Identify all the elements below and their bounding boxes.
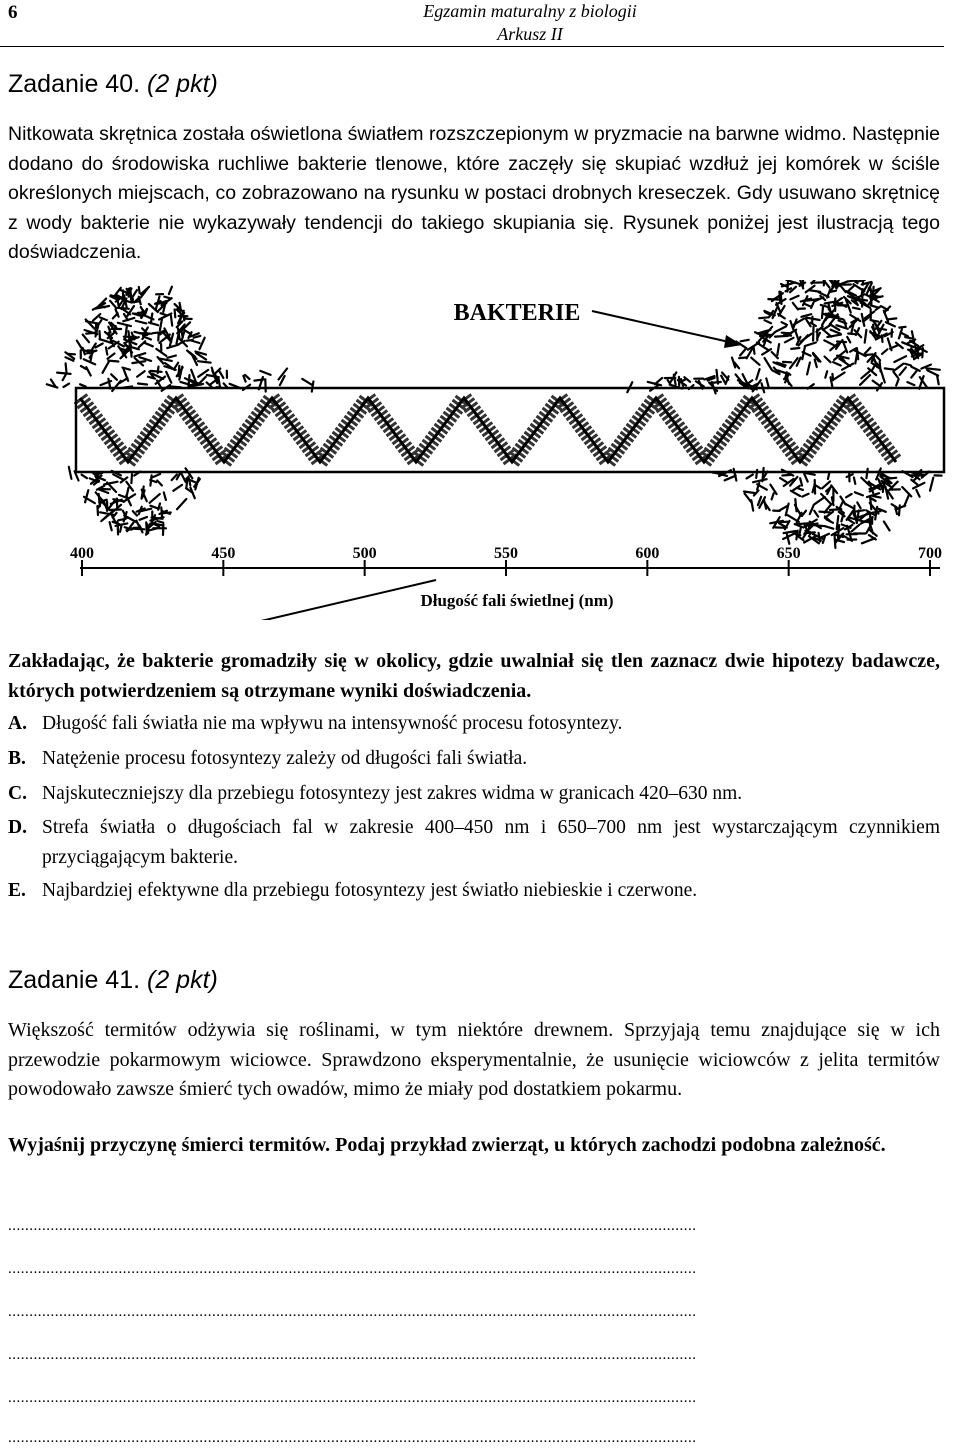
bacterium xyxy=(762,468,763,481)
bacterium xyxy=(198,361,211,362)
bacterium xyxy=(741,340,749,342)
option-a-text: Długość fali światła nie ma wpływu na intensywność procesu fotosyntezy. xyxy=(42,713,623,734)
bacterium xyxy=(169,287,172,294)
bacterium xyxy=(888,318,896,319)
option-a-letter: A. xyxy=(8,713,27,734)
bacterium xyxy=(907,382,914,385)
bacterium xyxy=(804,474,808,482)
bacterium xyxy=(911,370,917,378)
bacterium xyxy=(833,362,841,365)
bacterium xyxy=(721,376,725,383)
bacterium xyxy=(260,371,270,375)
bacterium xyxy=(870,498,871,509)
exam-title-line1: Egzamin maturalny z biologii xyxy=(423,1,637,21)
option-c-text: Najskuteczniejszy dla przebiegu fotosyntezy jest zakres widma w granicach 420–630 nm. xyxy=(42,783,743,804)
bacterium xyxy=(862,538,875,543)
bacterium xyxy=(140,517,147,520)
bacterium xyxy=(218,377,220,387)
bacterium xyxy=(857,348,858,359)
bacterium xyxy=(80,384,86,386)
bacterium xyxy=(904,494,909,506)
bacterium xyxy=(302,379,311,385)
answer-line[interactable]: .................................................................................................................................................................. xyxy=(8,1261,697,1277)
bacterium xyxy=(782,322,787,325)
bacterium xyxy=(764,500,766,509)
axis-tick-label: 700 xyxy=(918,545,942,562)
bacterium xyxy=(793,319,796,327)
bacterium xyxy=(745,494,752,502)
bacterium xyxy=(815,360,817,368)
bacterium xyxy=(815,497,825,504)
bacterium xyxy=(182,331,183,338)
bacterium xyxy=(824,340,836,346)
bacterium xyxy=(739,357,747,358)
bacterium xyxy=(809,290,820,292)
bacterium xyxy=(886,322,895,326)
bacterium xyxy=(822,481,830,488)
bacterium xyxy=(785,338,794,343)
bacterium xyxy=(151,474,160,478)
bacterium xyxy=(183,313,184,320)
axis-tick-label: 550 xyxy=(494,545,518,562)
option-e[interactable] xyxy=(8,876,940,906)
bacterium xyxy=(857,502,860,508)
task41-intro: Większość termitów odżywia się roślinami, w tym niektóre drewnem. Sprzyjają temu znajdujące się w ich przewodzie pokarmowym wiciowce. Sprawdzono eksperymentalnie, że usunięcie wiciowców z jelita termitów powodowało zawsze śmierć tych owadów, mimo że miały pod dostatkiem pokarmu. xyxy=(8,1019,940,1100)
arrow-right xyxy=(592,311,738,344)
bacterium xyxy=(825,526,834,529)
bacterium xyxy=(88,350,96,351)
bacterium xyxy=(896,379,898,385)
bacterium xyxy=(132,361,145,363)
bacterium xyxy=(854,478,855,484)
bacterium xyxy=(900,367,906,375)
bacterium xyxy=(905,364,911,366)
bacterium xyxy=(103,361,110,373)
bacterium xyxy=(84,359,96,364)
page-header xyxy=(0,0,944,47)
bacterium xyxy=(847,337,850,343)
answer-line[interactable]: .................................................................................................................................................................. xyxy=(8,1218,697,1234)
answer-line[interactable]: .................................................................................................................................................................. xyxy=(8,1347,697,1363)
task40-number: Zadanie 40. xyxy=(8,70,141,98)
bacterium xyxy=(930,478,933,491)
bacterium xyxy=(134,353,145,356)
exam-title-line2: Arkusz II xyxy=(497,24,563,44)
bacterium xyxy=(846,494,852,497)
bacterium xyxy=(814,511,818,517)
bacterium xyxy=(926,368,940,370)
bacterium xyxy=(848,286,854,291)
bacterium xyxy=(717,370,719,384)
bacterium xyxy=(108,354,115,359)
bacterium xyxy=(791,491,800,496)
bacterium xyxy=(69,467,72,479)
bacterium xyxy=(821,305,828,307)
bacterium xyxy=(797,488,803,490)
bacterium xyxy=(882,349,887,354)
bacterium xyxy=(866,354,873,355)
answer-line[interactable]: .................................................................................................................................................................. xyxy=(8,1390,697,1406)
bacterium xyxy=(756,369,759,379)
bacterium xyxy=(911,367,920,371)
bacterium xyxy=(83,335,89,343)
option-d[interactable] xyxy=(8,813,940,872)
bacterium xyxy=(111,374,117,380)
bacterium xyxy=(136,321,147,324)
bacterium xyxy=(865,330,867,343)
bacterium xyxy=(137,371,145,377)
bacterium xyxy=(776,326,786,331)
bacterium xyxy=(139,287,140,293)
bacterium xyxy=(811,301,814,308)
option-a[interactable] xyxy=(8,709,940,739)
spirogyra-diagram xyxy=(0,280,960,620)
task40-title xyxy=(8,70,218,99)
bacterium xyxy=(171,316,172,326)
bacterium xyxy=(801,334,812,342)
bacterium xyxy=(834,373,844,380)
bacterium xyxy=(805,304,811,307)
task41-title xyxy=(8,966,218,995)
axis-tick-label: 600 xyxy=(635,545,660,562)
bacterium xyxy=(780,478,786,482)
bacterium xyxy=(131,474,132,483)
bacterium xyxy=(822,306,823,318)
bacterium xyxy=(894,364,904,371)
bacterium xyxy=(77,341,82,349)
bacterium xyxy=(899,327,905,328)
bacterium xyxy=(881,369,885,382)
bacterium xyxy=(167,356,176,358)
bacterium xyxy=(875,355,880,361)
bacterium xyxy=(759,317,768,318)
bacterium xyxy=(793,303,798,310)
bacterium xyxy=(806,473,815,475)
bacterium xyxy=(871,305,878,307)
bacterium xyxy=(753,479,767,482)
arrow-right-head xyxy=(724,335,742,348)
arrow-left xyxy=(214,580,436,620)
bacterium xyxy=(885,368,893,369)
bacterium xyxy=(751,358,759,365)
bacterium xyxy=(810,505,814,514)
bacterium xyxy=(884,522,890,531)
bacterium xyxy=(740,349,746,356)
bacterium xyxy=(802,494,808,497)
option-b-text: Natężenie procesu fotosyntezy zależy od długości fali światła. xyxy=(42,748,528,769)
bacterium xyxy=(937,376,939,385)
bacterium xyxy=(64,384,70,387)
bacterium xyxy=(118,323,131,326)
bacterium xyxy=(835,535,836,548)
bacterium xyxy=(800,478,802,485)
bacterium xyxy=(110,522,112,530)
axis-ticks xyxy=(70,545,942,576)
bacterium xyxy=(777,344,779,355)
option-b-letter: B. xyxy=(8,748,26,769)
bacterium xyxy=(167,345,178,348)
bacterium xyxy=(139,525,142,532)
bacterium xyxy=(801,314,811,317)
bacterium xyxy=(139,507,142,514)
bacterium xyxy=(312,382,314,392)
bacterium xyxy=(245,375,250,379)
bacterium xyxy=(194,336,201,338)
bacterium xyxy=(57,373,71,374)
bacterium xyxy=(795,330,798,339)
bacterium xyxy=(86,367,90,375)
axis-tick-label: 400 xyxy=(70,545,94,562)
bacterium xyxy=(150,494,160,503)
bacterium xyxy=(787,533,790,544)
option-d-text: Strefa światła o długościach fal w zakresie 400–450 nm i 650–700 nm jest wystarczającym czynnikiem przyciągającym bakterie. xyxy=(42,817,940,868)
bacterium xyxy=(173,485,182,491)
task40-points: (2 pkt) xyxy=(147,70,218,98)
task41-number: Zadanie 41. xyxy=(8,966,141,994)
bacterium xyxy=(847,474,853,477)
bacterium xyxy=(782,475,790,476)
bacterium xyxy=(867,527,870,533)
option-c-letter: C. xyxy=(8,783,27,804)
bacterium xyxy=(181,472,186,482)
bacterium xyxy=(899,329,902,338)
page-number: 6 xyxy=(8,2,18,23)
bacterium xyxy=(787,281,788,292)
chloroplast-spiral xyxy=(80,398,896,462)
bacterium xyxy=(166,372,171,383)
bacterium xyxy=(805,343,816,347)
task40-question: Zakładając, że bakterie gromadziły się w okolicy, gdzie uwalniał się tlen zaznacz dwie hipotezy badawcze, których potwierdzeniem są otrzymane wyniki doświadczenia. xyxy=(8,650,940,702)
bacterium xyxy=(795,499,796,511)
bacterium xyxy=(147,524,148,533)
bacterium xyxy=(120,525,122,532)
bacterium xyxy=(866,469,867,479)
axis-tick-label: 450 xyxy=(211,545,236,562)
bacterium xyxy=(139,341,146,347)
axis-tick-label: 650 xyxy=(776,545,801,562)
task41-points: (2 pkt) xyxy=(147,966,218,994)
option-e-text: Najbardziej efektywne dla przebiegu fotosyntezy jest światło niebieskie i czerwone. xyxy=(42,880,698,901)
task40-intro: Nitkowata skrętnica została oświetlona światłem rozszczepionym w pryzmacie na barwne widmo. Następnie dodano do środowiska ruchliwe bakterie tlenowe, które zaczęły się skupiać wzdłuż jej komórek w ściśle określonych miejscach, co zobrazowano na rysunku w postaci drobnych kreseczek. Gdy usuwano skrętnicę z wody bakterie nie wykazywały tendencji do takiego skupiania się. Rysunek poniżej jest ilustracją tego doświadczenia. xyxy=(8,123,940,263)
axis-label: Długość fali świetlnej (nm) xyxy=(420,591,614,610)
bacterium xyxy=(862,314,865,326)
experiment-figure xyxy=(0,280,960,620)
bacterium xyxy=(765,320,772,323)
bacterium xyxy=(825,357,831,363)
option-e-letter: E. xyxy=(8,880,26,901)
bacterium xyxy=(85,490,88,502)
option-c[interactable] xyxy=(8,779,940,809)
bacterium xyxy=(845,504,854,509)
bacterium xyxy=(138,384,147,385)
bacterium xyxy=(174,363,178,369)
bacterium xyxy=(873,496,881,498)
axis-tick-label: 500 xyxy=(352,545,377,562)
option-b[interactable] xyxy=(8,744,940,774)
bacterium xyxy=(800,527,801,534)
bacterium xyxy=(766,378,768,386)
bacteria-label: BAKTERIE xyxy=(453,300,581,326)
bacterium xyxy=(151,371,162,372)
bacterium xyxy=(876,468,881,479)
task41-question: Wyjaśnij przyczynę śmierci termitów. Podaj przykład zwierząt, u których zachodzi podobna zależność. xyxy=(8,1134,886,1156)
bacterium xyxy=(807,363,810,375)
bacterium xyxy=(825,371,827,378)
bacterium xyxy=(790,296,798,300)
bacterium xyxy=(157,521,163,523)
answer-line[interactable]: .................................................................................................................................................................. xyxy=(8,1304,697,1320)
bacterium xyxy=(129,331,130,344)
bacterium xyxy=(157,481,162,486)
bacterium xyxy=(219,371,223,378)
bacterium xyxy=(187,340,193,341)
bacterium xyxy=(151,314,152,324)
bacterium xyxy=(894,356,906,362)
bacterium xyxy=(161,313,167,315)
bacterium xyxy=(177,499,186,509)
bacterium xyxy=(127,488,129,497)
bacterium xyxy=(66,363,67,371)
bacterium xyxy=(82,475,87,479)
bacterium xyxy=(112,381,121,391)
option-d-letter: D. xyxy=(8,817,27,838)
bacterium xyxy=(243,376,245,382)
bacterium xyxy=(744,492,755,494)
bacterium xyxy=(865,348,871,354)
bacterium xyxy=(853,308,860,309)
bacterium xyxy=(765,358,772,369)
bacterium xyxy=(855,492,863,495)
bacterium xyxy=(916,490,919,497)
bacterium xyxy=(175,310,176,318)
exam-title xyxy=(330,0,730,46)
bacterium xyxy=(791,348,799,349)
bacterium xyxy=(894,372,898,378)
bacterium xyxy=(832,374,833,381)
bacterium xyxy=(106,347,107,354)
bacterium xyxy=(164,297,170,299)
bacterium xyxy=(144,343,152,347)
bacterium xyxy=(886,478,896,479)
bacterium xyxy=(857,280,865,281)
bacterium xyxy=(772,493,774,499)
bacterium xyxy=(181,382,189,385)
bacterium xyxy=(796,531,797,540)
bacterium xyxy=(747,475,753,479)
answer-line[interactable]: .................................................................................................................................................................. xyxy=(8,1430,697,1446)
bacterium xyxy=(101,515,108,521)
bacterium xyxy=(164,492,166,500)
